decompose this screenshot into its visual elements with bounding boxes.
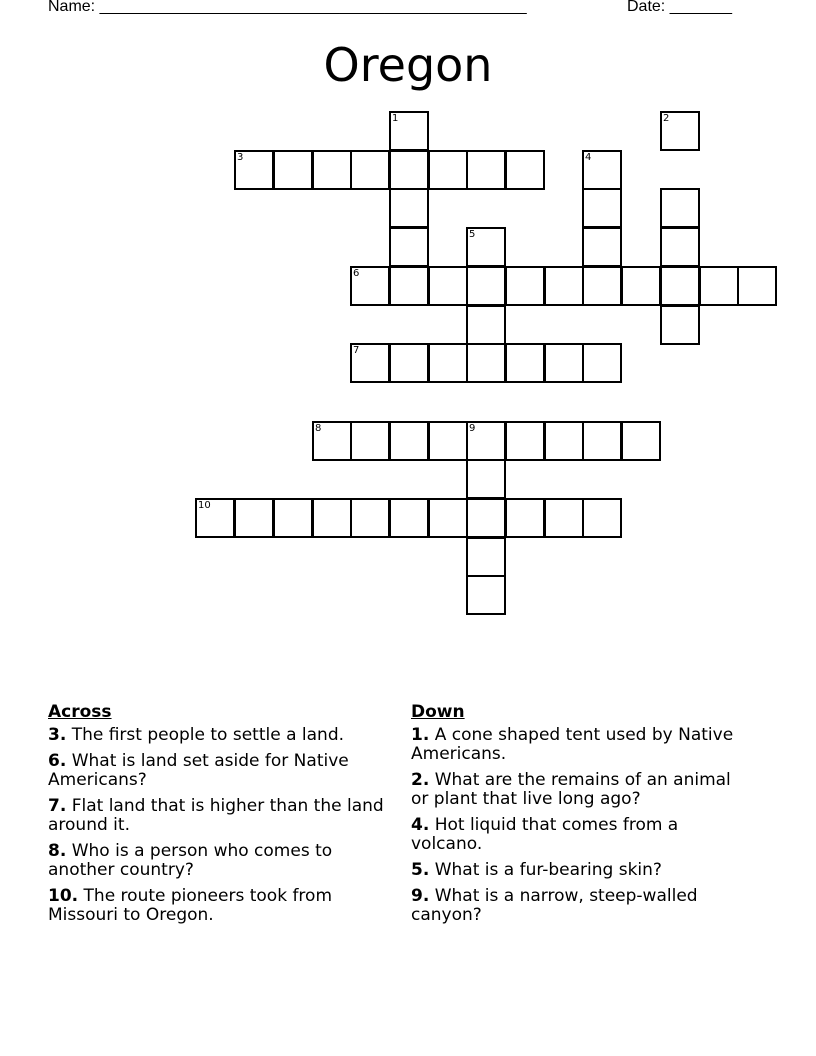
crossword-cell[interactable] (428, 150, 468, 190)
across-clue (48, 752, 388, 790)
crossword-cell[interactable] (428, 421, 468, 461)
date-field-label: Date: _______ (627, 0, 732, 15)
crossword-cell[interactable] (699, 266, 739, 306)
crossword-cell[interactable] (312, 150, 352, 190)
crossword-cell[interactable] (582, 343, 622, 383)
crossword-cell[interactable] (234, 498, 274, 538)
clue-text: What is a fur-bearing skin? (434, 860, 662, 880)
across-clue (48, 887, 388, 925)
down-clue (411, 726, 751, 764)
crossword-cell[interactable] (660, 305, 700, 345)
crossword-cell[interactable] (273, 498, 313, 538)
across-clues (48, 703, 388, 932)
crossword-cell[interactable] (660, 188, 700, 228)
clue-text: Who is a person who comes to another country? (48, 841, 333, 880)
crossword-cell[interactable] (660, 227, 700, 267)
crossword-cell[interactable] (350, 266, 390, 306)
crossword-cell[interactable] (544, 343, 584, 383)
crossword-cell[interactable] (582, 498, 622, 538)
crossword-cell[interactable] (389, 227, 429, 267)
crossword-cell[interactable] (389, 188, 429, 228)
name-field-label: Name: ________________________________________________ (48, 0, 527, 15)
crossword-cell[interactable] (544, 421, 584, 461)
cell-number: 10 (198, 500, 211, 511)
cell-number: 5 (469, 229, 476, 240)
crossword-cell[interactable] (466, 537, 506, 577)
clue-number: 5. (411, 860, 430, 880)
crossword-cell[interactable] (466, 421, 506, 461)
down-heading: Down (411, 702, 465, 722)
clue-number: 8. (48, 841, 67, 861)
crossword-cell[interactable] (466, 575, 506, 615)
crossword-cell[interactable] (466, 343, 506, 383)
crossword-cell[interactable] (544, 266, 584, 306)
clue-text: The route pioneers took from Missouri to Oregon. (48, 886, 333, 925)
crossword-cell[interactable] (660, 266, 700, 306)
crossword-cell[interactable] (582, 227, 622, 267)
across-heading: Across (48, 702, 112, 722)
crossword-cell[interactable] (544, 498, 584, 538)
crossword-cell[interactable] (428, 266, 468, 306)
page-title: Oregon (323, 38, 493, 92)
crossword-cell[interactable] (389, 111, 429, 151)
down-clue (411, 771, 751, 809)
clue-number: 3. (48, 725, 67, 745)
crossword-cell[interactable] (466, 305, 506, 345)
cell-number: 4 (585, 152, 592, 163)
cell-number: 7 (353, 345, 360, 356)
crossword-cell[interactable] (660, 111, 700, 151)
cell-number: 1 (392, 113, 399, 124)
clue-number: 2. (411, 770, 430, 790)
crossword-cell[interactable] (389, 150, 429, 190)
cell-number: 9 (469, 423, 476, 434)
crossword-cell[interactable] (312, 421, 352, 461)
crossword-cell[interactable] (466, 459, 506, 499)
clue-text: Flat land that is higher than the land around it. (48, 796, 384, 835)
cell-number: 2 (663, 113, 670, 124)
crossword-cell[interactable] (582, 421, 622, 461)
clue-text: What are the remains of an animal or plant that live long ago? (411, 770, 731, 809)
crossword-cell[interactable] (505, 421, 545, 461)
clue-text: What is a narrow, steep-walled canyon? (411, 886, 698, 925)
clue-text: A cone shaped tent used by Native Americans. (411, 725, 734, 764)
crossword-cell[interactable] (737, 266, 777, 306)
down-clue (411, 887, 751, 925)
cell-number: 3 (237, 152, 244, 163)
crossword-cell[interactable] (350, 498, 390, 538)
crossword-cell[interactable] (389, 421, 429, 461)
clue-text: The first people to settle a land. (71, 725, 345, 745)
crossword-cell[interactable] (621, 421, 661, 461)
cell-number: 8 (315, 423, 322, 434)
crossword-cell[interactable] (505, 150, 545, 190)
crossword-cell[interactable] (428, 343, 468, 383)
down-clue (411, 816, 751, 854)
crossword-cell[interactable] (428, 498, 468, 538)
crossword-cell[interactable] (466, 266, 506, 306)
across-clue (48, 726, 388, 745)
across-clue (48, 842, 388, 880)
across-clue (48, 797, 388, 835)
crossword-cell[interactable] (312, 498, 352, 538)
clue-number: 6. (48, 751, 67, 771)
crossword-cell[interactable] (505, 343, 545, 383)
crossword-cell[interactable] (273, 150, 313, 190)
clue-number: 7. (48, 796, 67, 816)
crossword-cell[interactable] (389, 266, 429, 306)
crossword-cell[interactable] (350, 343, 390, 383)
clue-number: 4. (411, 815, 430, 835)
crossword-cell[interactable] (389, 343, 429, 383)
crossword-cell[interactable] (389, 498, 429, 538)
crossword-cell[interactable] (350, 421, 390, 461)
crossword-cell[interactable] (582, 266, 622, 306)
crossword-cell[interactable] (505, 266, 545, 306)
cell-number: 6 (353, 268, 360, 279)
down-clue (411, 861, 751, 880)
crossword-cell[interactable] (466, 227, 506, 267)
crossword-cell[interactable] (195, 498, 235, 538)
crossword-cell[interactable] (466, 150, 506, 190)
down-clues (411, 703, 751, 932)
crossword-cell[interactable] (621, 266, 661, 306)
clue-text: What is land set aside for Native Americans? (48, 751, 349, 790)
clue-text: Hot liquid that comes from a volcano. (411, 815, 679, 854)
crossword-cell[interactable] (234, 150, 274, 190)
clue-number: 9. (411, 886, 430, 906)
clue-number: 1. (411, 725, 430, 745)
crossword-cell[interactable] (582, 150, 622, 190)
crossword-cell[interactable] (350, 150, 390, 190)
clue-number: 10. (48, 886, 79, 906)
crossword-cell[interactable] (505, 498, 545, 538)
crossword-cell[interactable] (466, 498, 506, 538)
crossword-cell[interactable] (582, 188, 622, 228)
